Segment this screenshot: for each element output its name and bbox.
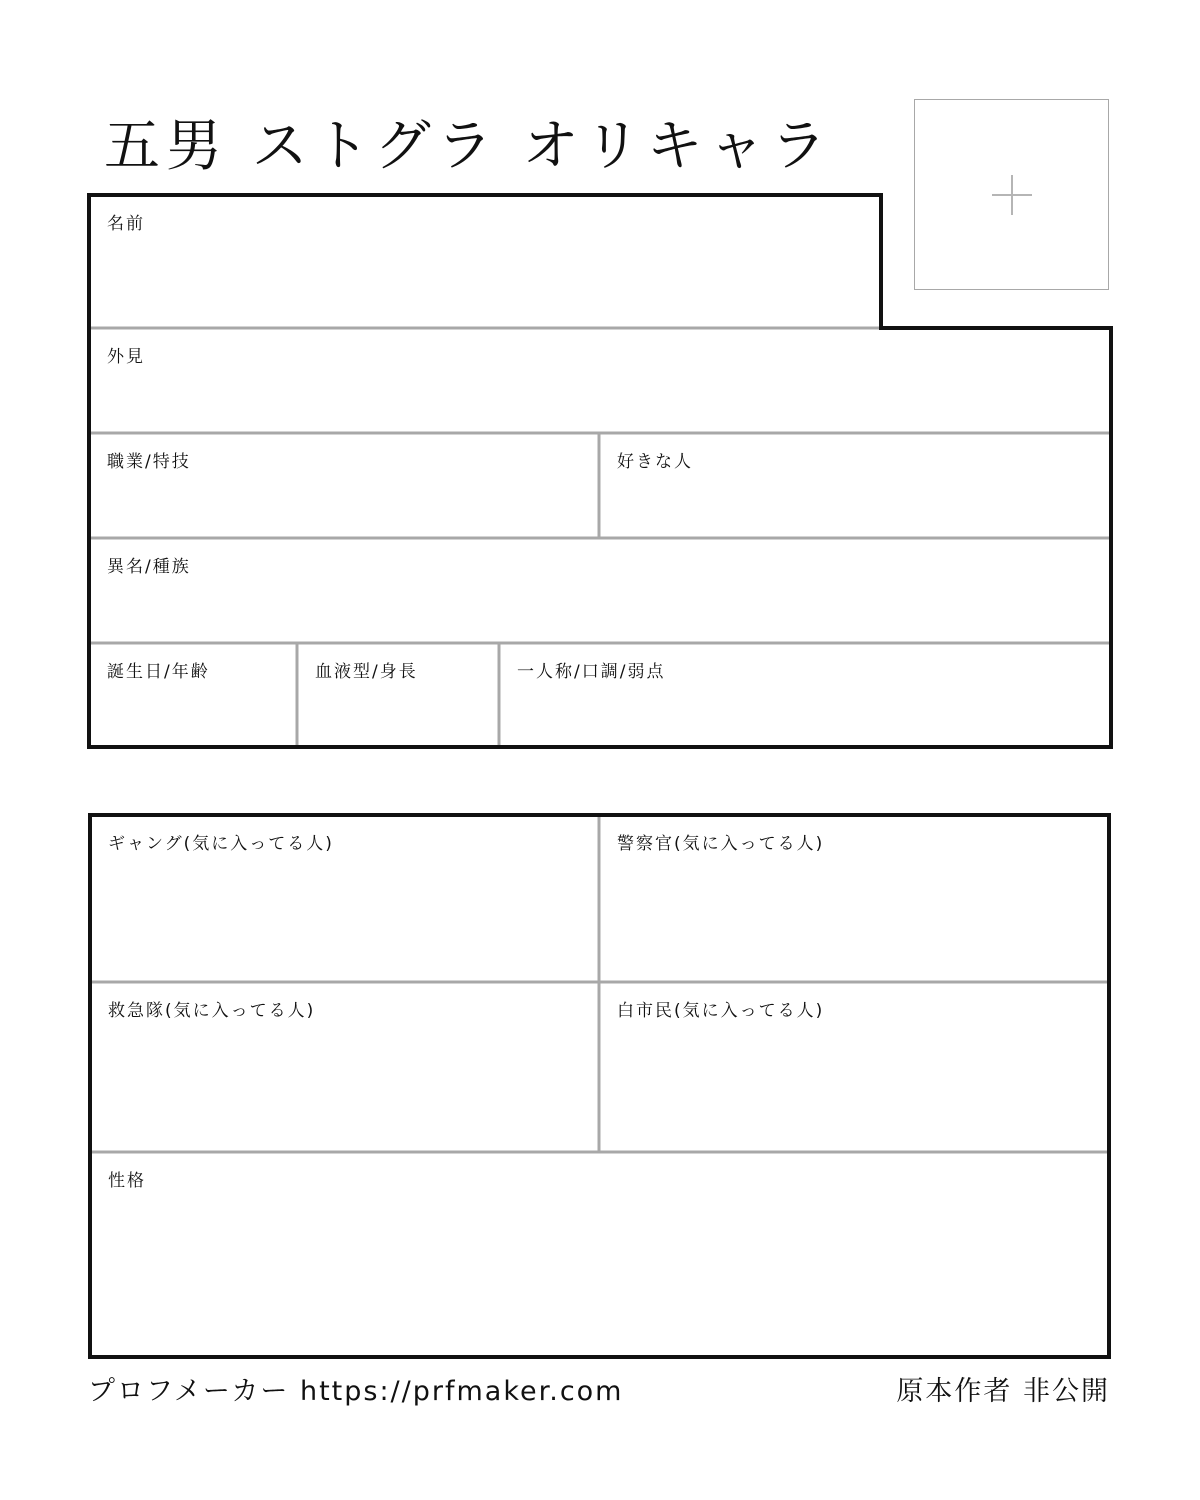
birthday-age-field[interactable]	[89, 643, 297, 747]
personality-field[interactable]	[90, 1152, 1109, 1357]
name-field[interactable]	[89, 195, 881, 328]
job-skill-label: 職業/特技	[107, 452, 191, 472]
plus-icon	[992, 175, 1032, 215]
appearance-field[interactable]	[89, 328, 1111, 433]
blood-height-label: 血液型/身長	[315, 662, 418, 682]
citizen-field[interactable]	[599, 982, 1109, 1152]
job-skill-field[interactable]	[89, 433, 599, 538]
gang-label: ギャング(気に入ってる人)	[108, 834, 334, 854]
crush-label: 好きな人	[617, 452, 693, 472]
alias-race-label: 異名/種族	[107, 557, 191, 577]
appearance-label: 外見	[107, 347, 145, 367]
personality-label: 性格	[108, 1171, 146, 1191]
page-title: 五男 ストグラ オリキャラ	[104, 114, 833, 179]
crush-field[interactable]	[599, 433, 1111, 538]
police-field[interactable]	[599, 815, 1109, 982]
police-label: 警察官(気に入ってる人)	[617, 834, 825, 854]
pronoun-tone-weakness-field[interactable]	[499, 643, 1111, 747]
birthday-age-label: 誕生日/年齢	[107, 662, 210, 682]
photo-upload-box[interactable]	[914, 99, 1109, 290]
name-label: 名前	[107, 214, 145, 234]
citizen-label: 白市民(気に入ってる人)	[617, 1001, 825, 1021]
alias-race-field[interactable]	[89, 538, 1111, 643]
author-credit: 原本作者 非公開	[896, 1376, 1110, 1407]
ems-label: 救急隊(気に入ってる人)	[108, 1001, 316, 1021]
ems-field[interactable]	[90, 982, 599, 1152]
maker-credit: プロフメーカー https://prfmaker.com	[88, 1376, 624, 1407]
blood-height-field[interactable]	[297, 643, 499, 747]
pronoun-tone-weakness-label: 一人称/口調/弱点	[517, 662, 666, 682]
gang-field[interactable]	[90, 815, 599, 982]
